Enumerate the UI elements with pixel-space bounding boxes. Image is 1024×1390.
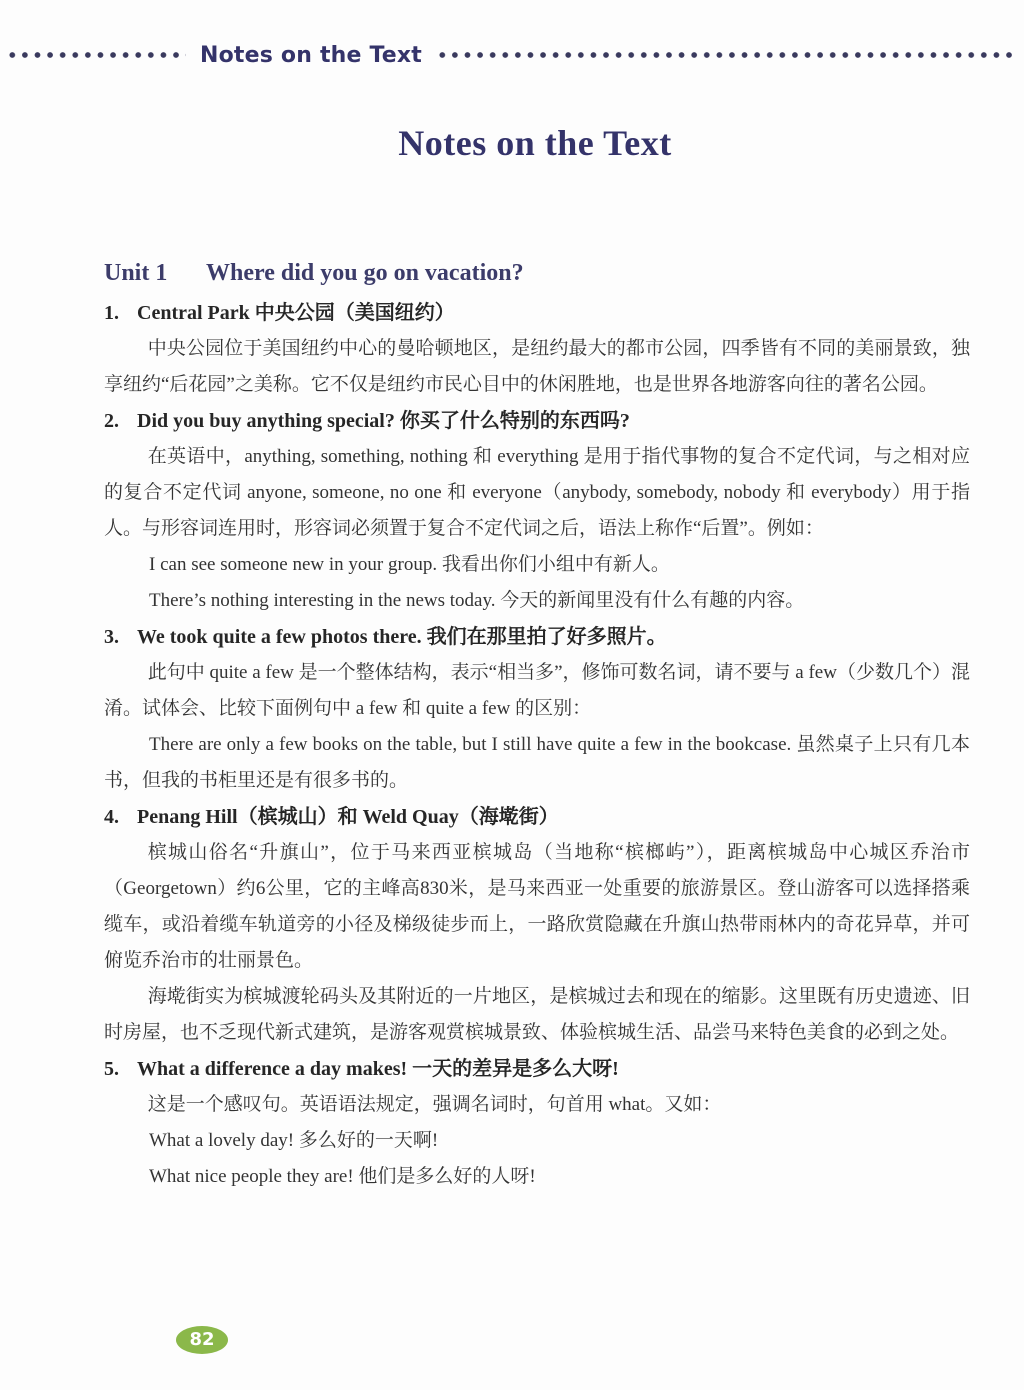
note-number: 4.	[104, 806, 119, 828]
note-paragraph: 这是一个感叹句。英语语法规定，强调名词时，句首用 what。又如：	[147, 1094, 722, 1115]
note-heading	[104, 295, 970, 331]
example-sentence: What a lovely day! 多么好的一天啊!	[149, 1130, 439, 1151]
note-paragraph: 在英语中，anything, something, nothing 和 everything 是用于指代事物的复合不定代词，与之相对应的复合不定代词 anyone, someone, no one 和 everyone（anybody, somebody, nobody 和 everybody）用于指人。与形容词连用时，形容词必须置于复合不定代词之后，语法上称作“后置”。例如：	[104, 446, 970, 539]
note-paragraph: 槟城山俗名“升旗山”，位于马来西亚槟城岛（当地称“槟榔屿”），距离槟城岛中心城区乔治市（Georgetown）约6公里，它的主峰高830米，是马来西亚一处重要的旅游景区。登山游客可以选择搭乘缆车，或沿着缆车轨道旁的小径及梯级徒步而上，一路欣赏隐藏在升旗山热带雨林内的奇花异草，并可俯览乔治市的壮丽景色。	[104, 842, 970, 971]
note-4	[104, 799, 970, 1051]
note-heading	[104, 619, 970, 655]
example-sentence: I can see someone new in your group. 我看出你们小组中有新人。	[149, 554, 670, 575]
unit-heading	[104, 255, 970, 291]
note-number: 5.	[104, 1058, 119, 1080]
note-paragraph: 此句中 quite a few 是一个整体结构，表示“相当多”，修饰可数名词，请不要与 a few（少数几个）混淆。试体会、比较下面例句中 a few 和 quite a few 的区别：	[104, 662, 970, 719]
note-heading-text: Central Park 中央公园（美国纽约）	[137, 302, 455, 324]
example-sentence: What nice people they are! 他们是多么好的人呀!	[149, 1166, 536, 1187]
note-2	[104, 403, 970, 619]
note-paragraph: 中央公园位于美国纽约中心的曼哈顿地区，是纽约最大的都市公园，四季皆有不同的美丽景致，独享纽约“后花园”之美称。它不仅是纽约市民心目中的休闲胜地，也是世界各地游客向往的著名公园。	[104, 338, 970, 395]
unit-title: Where did you go on vacation?	[206, 260, 524, 286]
note-number: 2.	[104, 410, 119, 432]
note-number: 1.	[104, 302, 119, 324]
note-heading	[104, 1051, 970, 1087]
note-1	[104, 295, 970, 403]
note-5	[104, 1051, 970, 1195]
note-heading-text: We took quite a few photos there. 我们在那里拍了好多照片。	[137, 626, 667, 648]
page-title: Notes on the Text	[398, 123, 672, 163]
note-heading	[104, 799, 970, 835]
note-3	[104, 619, 970, 799]
example-sentence: There are only a few books on the table, but I still have quite a few in the bookcase. 虽然桌子上只有几本书，但我的书柜里还是有很多书的。	[104, 734, 970, 791]
page-number-badge: 82	[176, 1326, 228, 1354]
note-paragraph: 海墘街实为槟城渡轮码头及其附近的一片地区，是槟城过去和现在的缩影。这里既有历史遗迹、旧时房屋，也不乏现代新式建筑，是游客观赏槟城景致、体验槟城生活、品尝马来特色美食的必到之处。	[104, 986, 970, 1043]
running-header	[0, 38, 1024, 72]
note-heading-text: Penang Hill（槟城山）和 Weld Quay（海墘街）	[137, 806, 559, 828]
dotted-rule-right	[436, 52, 1016, 58]
note-number: 3.	[104, 626, 119, 648]
note-heading	[104, 403, 970, 439]
note-heading-text: What a difference a day makes! 一天的差异是多么大呀!	[137, 1058, 619, 1080]
unit-number: Unit 1	[104, 260, 168, 286]
note-heading-text: Did you buy anything special? 你买了什么特别的东西吗?	[137, 410, 630, 432]
dotted-rule-left	[6, 52, 186, 58]
running-header-title: Notes on the Text	[200, 42, 423, 68]
notes-content	[104, 255, 970, 1195]
example-sentence: There’s nothing interesting in the news today. 今天的新闻里没有什么有趣的内容。	[149, 590, 805, 611]
